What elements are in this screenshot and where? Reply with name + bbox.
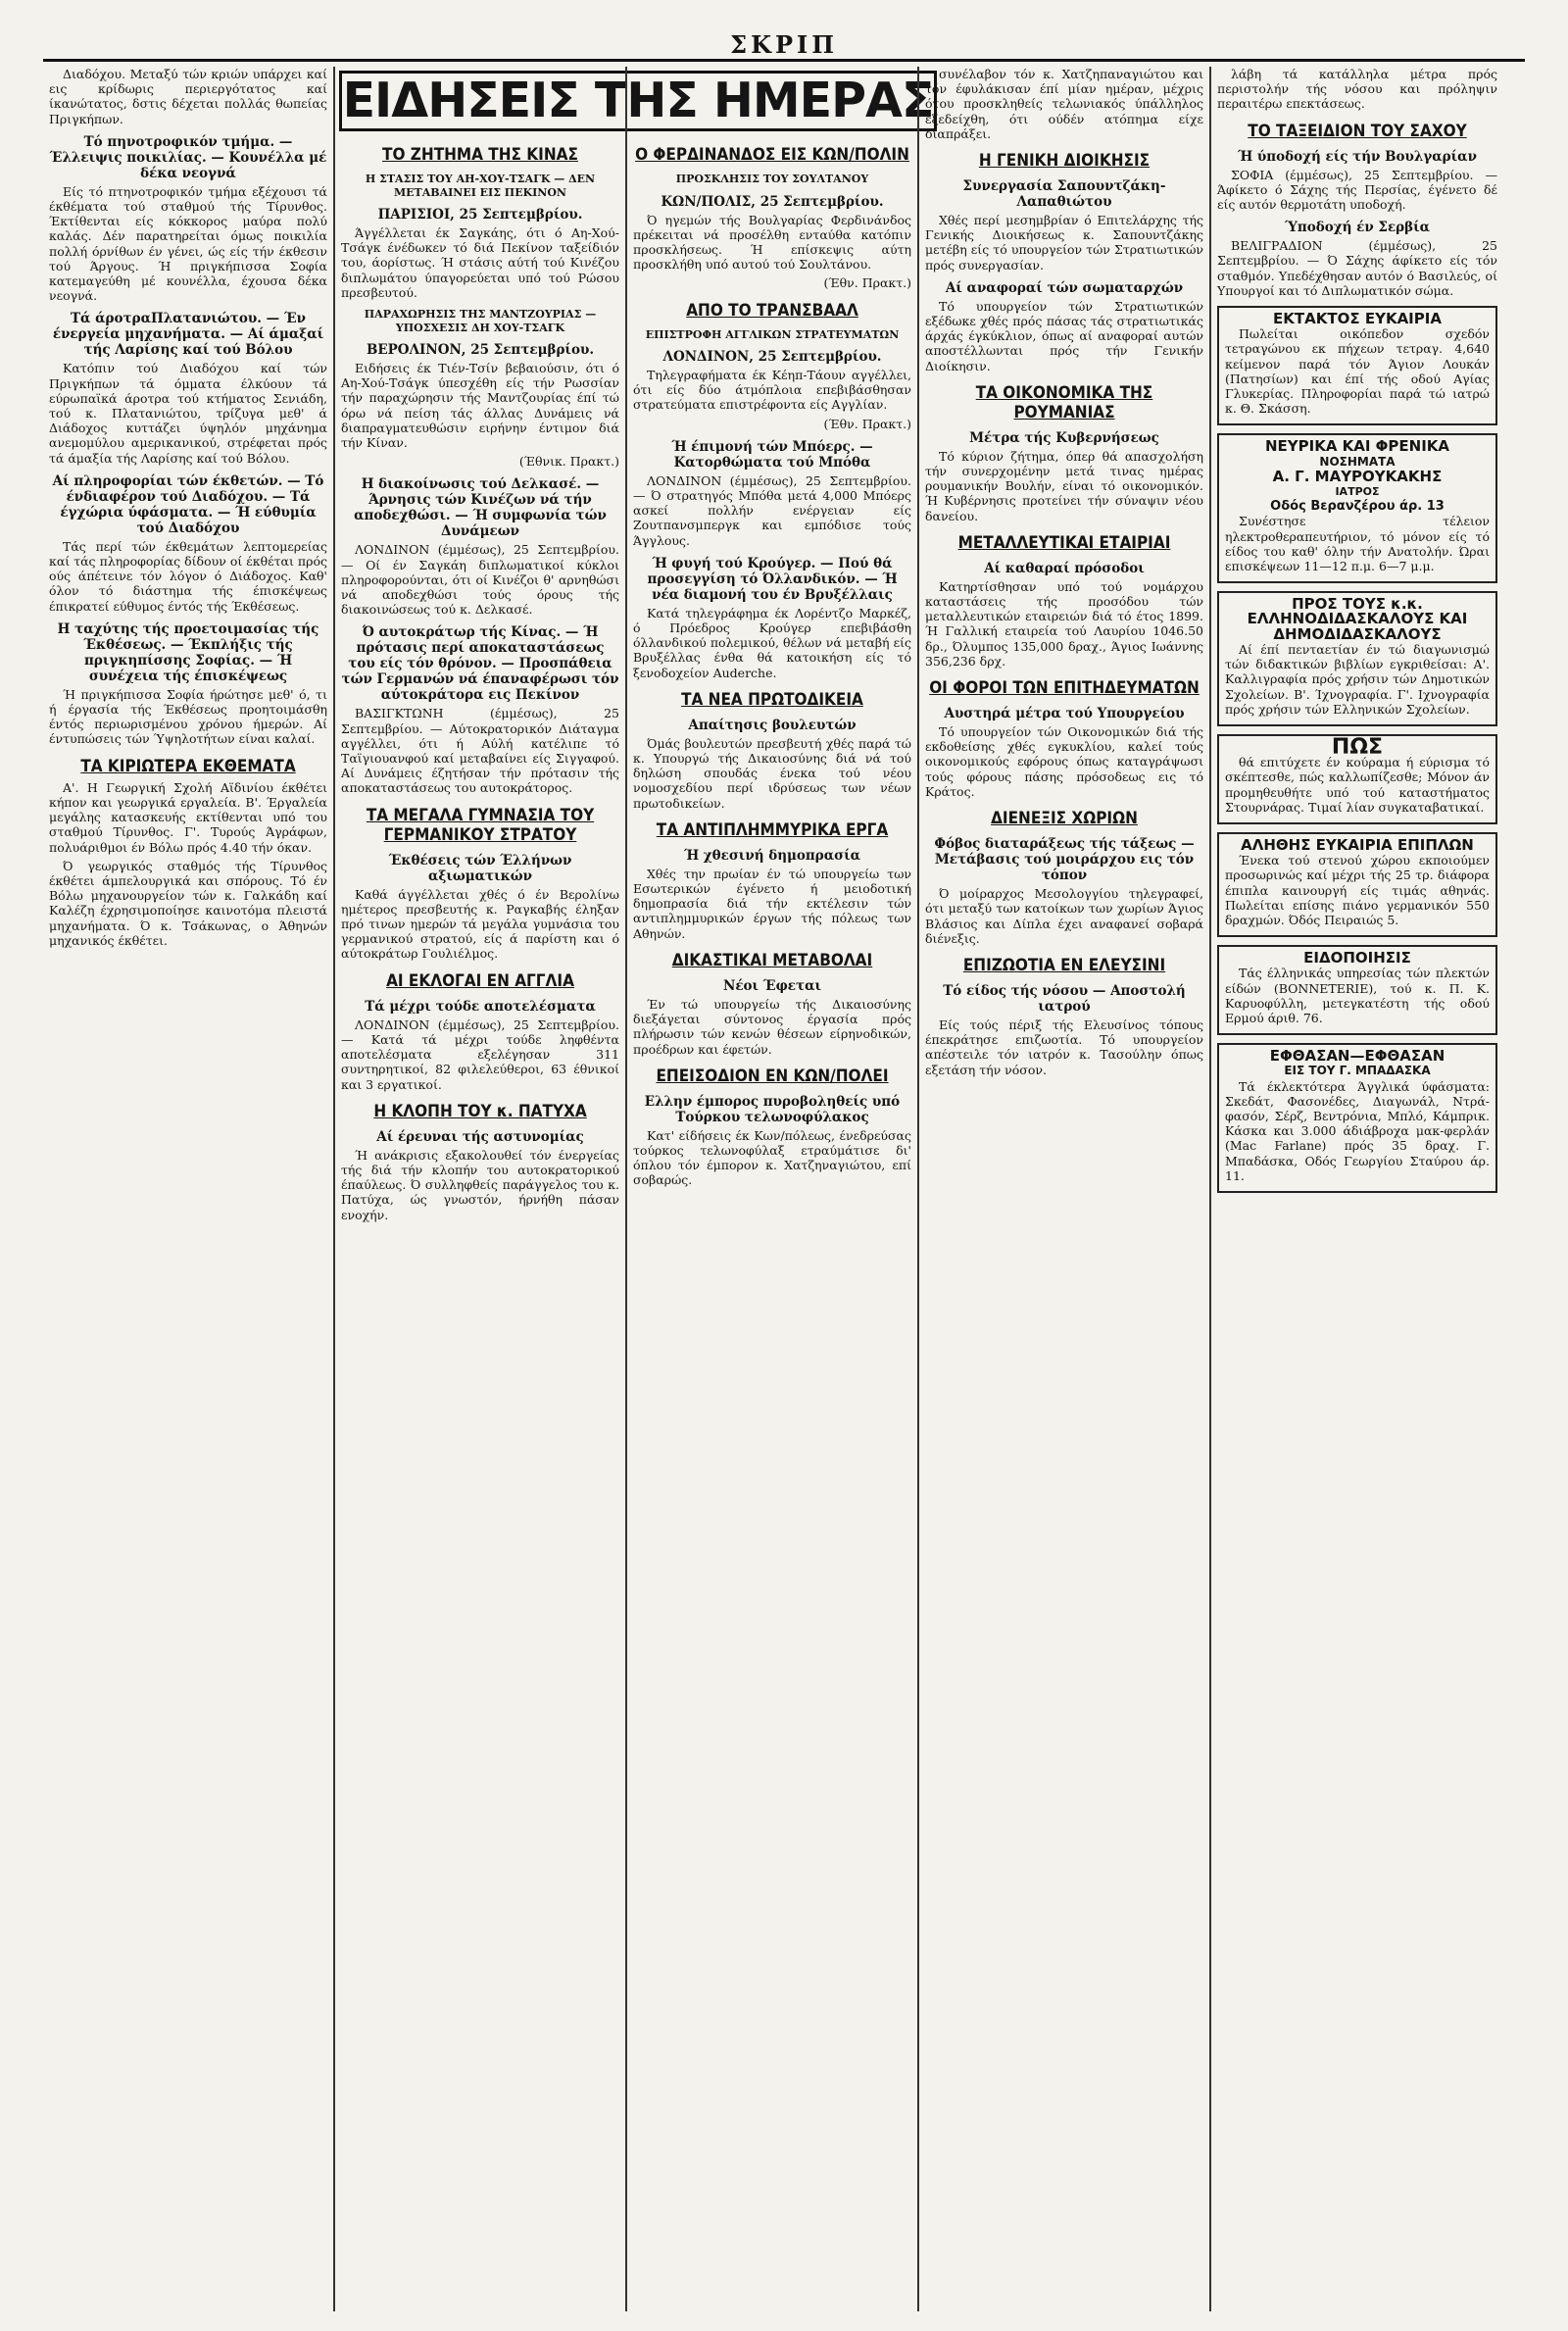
paragraph: ΣΟΦΙΑ (έμμέσως), 25 Σεπτεμβρίου. — Άφίκετο ό Σάχης τής Περσίας, έγένετο δέ είς αυτόν θερμοτάτη υποδοχή. [1217,167,1497,213]
dateline: ΠΑΡΙΣΙΟΙ, 25 Σεπτεμβρίου. [377,207,583,223]
source-note: (Έθνικ. Πρακτ.) [518,454,619,470]
paragraph: Τό υπουργείον τών Οικονομικών διά τής εκδοθείσης χθές εγκυκλίου, καλεί τούς οικονομικούς εφόρους όπως καταγράψωσι τούς φόρους πάσης πρόσοδεως εις τό Κράτος. [925,724,1203,799]
ad-title: ΠΡΟΣ ΤΟΥΣ κ.κ. ΕΛΛΗΝΟΔΙΔΑΣΚΑΛΟΥΣ ΚΑΙ ΔΗΜΟΔΙΔΑΣΚΑΛΟΥΣ [1247,595,1468,643]
paragraph: Έν τώ υπουργείω τής Δικαιοσύνης διεξάγεται σύντονος έργασία πρός πλήρωσιν τών κενών θέσεων είρηνοδικών, προέδρων και έφετών. [633,996,911,1057]
subheading: Μέτρα τής Κυβερνήσεως [969,429,1159,446]
section-heading: Ό αυτοκράτωρ τής Κίνας. — Ή πρότασις περί αποκαταστάσεως του είς τόν θρόνον. — Προσπάθεια τών Γερμανών νά έπαναφέρωσι τόν αύτοκράτορα εις Πεκίνον [341,624,619,704]
section-heading: Ή φυγή τού Κρούγερ. — Πού θά προσεγγίση τό Όλλανδικόν. — Ή νέα διαμονή του έν Βρυξέλλαις [647,555,898,603]
paragraph: Κατόπιν τού Διαδόχου καί τών Πριγκήπων τά όμματα έλκύουν τά εύρωπαϊκά άροτρα τού κτήματος Σενιάδη, τού κ. Πλατανιώτου, τρίζυγα μεθ' ά Διάδοχος κυττάζει ύψηλόν μηχάνημα ανεμομύλου αμερικανικού, στρέφεται πρός τά άμαξία τής Λαρίσης καί τού Βόλου. [49,361,327,466]
subheading: Απαίτησις βουλευτών [688,717,857,733]
dateline: ΚΩΝ/ΠΟΛΙΣ, 25 Σεπτεμβρίου. [661,193,884,210]
ad-box [1217,591,1497,726]
ad-title: ΕΚΤΑΚΤΟΣ ΕΥΚΑΙΡΙΑ [1273,310,1442,328]
ad-box [1217,734,1497,824]
section-heading: Ή έπιμονή τών Μπόερς. — Κατορθώματα τού Μπόθα [671,438,873,471]
subheading: ΕΠΙΣΤΡΟΦΗ ΑΓΓΛΙΚΩΝ ΣΤΡΑΤΕΥΜΑΤΩΝ [645,327,900,341]
ad-text: Τάς έλληνικάς υπηρεσίας τών πλεκτών είδών (BONNETERIE), τού κ. Π. Κ. Καρυοφύλλη, μετεγκατέστη τής οδού Ερμού άριθ. 76. [1225,966,1490,1025]
section-title: ΤΟ ΖΗΤΗΜΑ ΤΗΣ ΚΙΝΑΣ [382,145,578,165]
ad-title: ΝΕΥΡΙΚΑ ΚΑΙ ΦΡΕΝΙΚΑ [1264,437,1450,456]
subheading: Η ΣΤΑΣΙΣ ΤΟΥ ΑΗ-ΧΟΥ-ΤΣΑΓΚ — ΔΕΝ ΜΕΤΑΒΑΙΝΕΙ ΕΙΣ ΠΕΚΙΝΟΝ [365,173,596,199]
masthead [43,20,1525,62]
paragraph: Ό γεωργικός σταθμός τής Τίρυνθος έκθέτει άμπελουργικά και σπόρους. Τό έν Βόλω μηχανουργείον τών κ. Γαλκάδη καί Καλέζη έχρησιμοποίησε καινοτόμα πλειστά μηχανήματα. Ό κ. Τσάκωνας, ο Άθηνών μηχανικός έκθέτει. [49,858,327,948]
section-title: ΤΑ ΑΝΤΙΠΛΗΜΜΥΡΙΚΑ ΕΡΓΑ [656,819,889,840]
column-3 [627,67,919,2311]
paragraph: Χθές την πρωίαν έν τώ υπουργείω των Εσωτερικών έγένετο ή μειοδοτική δημοπρασία διά τήν εκτέλεσιν τών αντιπλημμυρικών έργων τής πόλεως των Αθηνών. [633,866,911,941]
section-title: ΕΠΙΖΩΟΤΙΑ ΕΝ ΕΛΕΥΣΙΝΙ [962,955,1166,975]
ad-text: Ένεκα τού στενού χώρου εκποιούμεν προσωρινώς καί μέχρι τής 25 τρ. διάφορα έπιπλα καινουργή είς τιμάς αθηνάς. Πωλείται επίσης πιάνο γερμανικόν 550 δραχμών. Όδός Πειραιώς 5. [1225,853,1490,927]
section-title: ΕΠΕΙΣΟΔΙΟΝ ΕΝ ΚΩΝ/ΠΟΛΕΙ [656,1066,889,1086]
subheading: Τό είδος τής νόσου — Αποστολή ιατρού [943,982,1186,1015]
paragraph: Τηλεγραφήματα έκ Κέηπ-Τάουν αγγέλλει, ότι είς δύο άτμόπλοια επεβιβάσθησαν στρατεύματα επιστρέφοντα είς Αγγλίαν. [633,368,911,413]
subheading: Ή ύποδοχή είς τήν Βουλγαρίαν [1238,148,1477,165]
ad-text: θά επιτύχετε έν κούραμα ή εύρισμα τό σκέπτεσθε, πώς καλλωπίζεσθε; Μόνον άν προμηθευθήτε υπό τού καταστήματος Στουρνάρας. Τιμαί λίαν συγκαταβατικαί. [1225,755,1490,815]
paragraph: Είς τό πτηνοτροφικόν τμήμα εξέχουσι τά έκθέματα τού σταθμού τής Τίρυνθος. Έκτίθενται είς κόκκορος μαύρα πολύ καλάς. Δέν παρατηρείται όμως ποικιλία πολλή όρνίθων έν γένει, ώς είς τήν έκθεσιν τού Άργους. Ή πριγκήπισσα Σοφία κατεμαγεύθη μέ κουνέλλα, έχουσα δέκα νεογνά. [49,183,327,304]
section-title: Η ΚΛΟΠΗ ΤΟΥ κ. ΠΑΤΥΧΑ [373,1101,587,1121]
ad-box [1217,306,1497,425]
masthead-name: ΣΚΡΙΠ [730,30,838,59]
lead-text: λάβη τά κατάλληλα μέτρα πρός περιστολήν τής νόσου και πρόληψιν περαιτέρω επεκτάσεως. [1217,67,1497,112]
section-heading: Η διακοίνωσις τού Δελκασέ. — Άρνησις τών Κινέζων νά τήν αποδεχθώσι. — Ή συμφωνία τών Δυνάμεων [354,476,607,540]
paragraph: Χθές περί μεσημβρίαν ό Επιτελάρχης τής Γενικής Διοικήσεως κ. Σαπουντζάκης μετέβη είς τό υπουργείον τών Στρατιωτικών πρός συνεργασίαν. [925,213,1203,273]
ad-box [1217,433,1497,583]
subheading: Ύποδοχή έν Σερβία [1284,220,1431,236]
ad-subtitle: ΕΙΣ ΤΟΥ Γ. ΜΠΑΔΑΣΚΑ [1284,1064,1431,1078]
paragraph: Κατ' είδήσεις έκ Κων/πόλεως, ένεδρεύσας τούρκος τελωνοφύλαξ ετραύμάτισε δι' όπλου τόν έμπορον κ. Χατζηναγιώτου, επί σοβαρώς. [633,1127,911,1188]
column-1 [43,67,335,2311]
paragraph: ΛΟΝΔΙΝΟΝ (έμμέσως), 25 Σεπτεμβρίου. — Κατά τά μέχρι τούδε ληφθέντα αποτελέσματα εξελέγησαν 311 συντηρητικοί, 82 φιλελεύθεροι, 63 έθνικοί και 3 εργατικοί. [341,1017,619,1092]
columns [43,67,1525,2311]
dateline: ΛΟΝΔΙΝΟΝ, 25 Σεπτεμβρίου. [662,349,882,366]
subheading: Έκθέσεις τών Έλλήνων αξιωματικών [388,852,572,884]
section-heading: Τό πηνοτροφικόν τμήμα. — Έλλειψις ποικιλίας. — Κουνέλλα μέ δέκα νεογνά [49,133,327,181]
paragraph: Ό μοίραρχος Μεσολογγίου τηλεγραφεί, ότι μεταξύ των κατοίκων των χωρίων Άγιος Βλάσιος και Δίπλα έχει αναφανεί σοβαρά διένεξις. [925,886,1203,946]
section-title: ΔΙΕΝΕΞΙΣ ΧΩΡΙΩΝ [991,809,1138,829]
lead-text: συνέλαβον τόν κ. Χατζηπαναγιώτου και τόν έφυλάκισαν έπί μίαν ημέραν, μέχρις ότου προσκληθείς τελωνιακός ύπάλληλος εξεδείχθη, ότι ούδέν ατόπημα είχε διαπράξει. [925,67,1203,141]
section-title: Η ΓΕΝΙΚΗ ΔΙΟΙΚΗΣΙΣ [978,151,1151,172]
section-heading: Η ταχύτης τής προετοιμασίας τής Έκθέσεως. — Έκπλήξις τής πριγκηπίσσης Σοφίας. — Ή συνέχεια τής έπισκέψεως [57,620,319,684]
paragraph: ΛΟΝΔΙΝΟΝ (έμμέσως), 25 Σεπτεμβρίου. — Οί έν Σαγκάη διπλωματικοί κύκλοι πληροφορούνται, ότι οί Κινέζοι θ' αρνηθώσι νά αποδεχθώσι τούς όρους τής διακοινώσεως τού κ. Δελκασέ. [341,542,619,618]
section-title: ΜΕΤΑΛΛΕΥΤΙΚΑΙ ΕΤΑΙΡΙΑΙ [957,532,1171,553]
subheading: Συνεργασία Σαπουντζάκη-Λαπαθιώτου [962,178,1166,211]
subheading: Φόβος διαταράξεως τής τάξεως — Μετάβασις τού μοιράρχου εις τόν τόπον [934,836,1195,884]
paragraph: Ειδήσεις έκ Τιέν-Τσίν βεβαιούσιν, ότι ό Αη-Χού-Τσάγκ ύπεσχέθη είς τήν Ρωσσίαν τήν παραχώρησιν τής Μαντζουρίας έπί τώ όρω νά πείση τάς άλλας Δυνάμεις νά διαπραγματευθώσιν ειρήνην έντιμον διά τήν Κίναν. [341,361,619,451]
subheading: Αί έρευναι τής αστυνομίας [376,1128,584,1145]
paragraph: ΒΕΛΙΓΡΑΔΙΟΝ (έμμέσως), 25 Σεπτεμβρίου. — Ό Σάχης άφίκετο είς τόν σταθμόν. Υπεδέχθησαν αυτόν ό Βασιλεύς, οί Υπουργοί και τό Διπλωματικόν σώμα. [1217,238,1497,298]
section-title: ΟΙ ΦΟΡΟΙ ΤΩΝ ΕΠΙΤΗΔΕΥΜΑΤΩΝ [929,678,1200,699]
section-title: ΤΑ ΝΕΑ ΠΡΩΤΟΔΙΚΕΙΑ [681,689,863,710]
ad-title: ΠΩΣ [1331,734,1384,760]
section-title: ΤΑ ΟΙΚΟΝΟΜΙΚΑ ΤΗΣ ΡΟΥΜΑΝΙΑΣ [975,382,1153,422]
ad-title: ΕΦΘΑΣΑΝ—ΕΦΘΑΣΑΝ [1269,1047,1446,1066]
ad-title: ΑΛΗΘΗΣ ΕΥΚΑΙΡΙΑ ΕΠΙΠΛΩΝ [1241,835,1474,854]
ad-text: Συνέστησε τέλειον ηλεκτροθεραπευτήριον, τό μόνον είς τό είδος του καθ' όλην τήν Ανατολήν. Ώραι επισκέψεων 11—12 π.μ. 6—7 μ.μ. [1225,514,1490,574]
dateline: ΒΕΡΟΛΙΝΟΝ, 25 Σεπτεμβρίου. [366,342,595,359]
paragraph: Ό ηγεμών τής Βουλγαρίας Φερδινάνδος πρέκειται νά προσέλθη ενταύθα κατόπιν προσκλήσεως. Ή επίσκεψις αύτη προσκλήθη υπό αυτού τού Σουλτάνου. [633,212,911,273]
subheading: Τά μέχρι τούδε αποτελέσματα [365,998,596,1015]
ad-subtitle: ΝΟΣΗΜΑΤΑ [1319,454,1396,469]
paragraph: Είς τούς πέριξ τής Ελευσίνος τόπους έπεκράτησε επιζωοτία. Τό υπουργείον απέστειλε τόν ιατρόν κ. Τασούλην όπως εξετάση τήν νόσον. [925,1017,1203,1077]
ad-role: ΙΑΤΡΟΣ [1335,485,1380,499]
section-title: ΑΙ ΕΚΛΟΓΑΙ ΕΝ ΑΓΓΛΙΑ [386,970,574,991]
source-note: (Έθν. Πρακτ.) [823,416,911,431]
subheading: ΠΡΟΣΚΛΗΣΙΣ ΤΟΥ ΣΟΥΛΤΑΝΟΥ [675,173,869,185]
column-2 [335,67,627,2311]
column-4 [919,67,1211,2311]
paragraph: Α'. Η Γεωργική Σχολή Αϊδινίου έκθέτει κήπον και γεωργικά εργαλεία. Β'. Έργαλεία μεγάλης κατασκευής εκτίθενται υπό του σταθμού Τίρυνθος. Γ'. Τυρούς Άγράφων, πολυάριθμοι έν Βόλω πρός 4.40 τήν όκαν. [49,779,327,855]
paragraph: Τό κύριον ζήτημα, όπερ θά απασχολήση τήν συνερχομένην μετά τινας ημέρας ρουμανικήν Βουλήν, είναι τό οικονομικόν. Ή Κυβέρνησις προτείνει τήν σύναψιν νέου δανείου. [925,448,1203,523]
subheading: Αί αναφοραί τών σωματαρχών [945,279,1184,296]
ad-text: Τά έκλεκτότερα Άγγλικά ύφάσματα: Σκεδάτ, Φασονέδες, Διαγωνάλ, Ντρά-φασόν, Σέρζ, Βεντρόνια, Μπλό, Κάμπρικ. Κάσκα και 3.000 άδιάβροχα μακ-φερλάν (Mac Farlane) πρός 35 δραχ. Γ. Μπαδάσκα, Οδός Γεωργίου Σταύρου άρ. 11. [1225,1078,1490,1183]
subheading: Αί καθαραί πρόσοδοι [984,560,1145,576]
ad-box [1217,945,1497,1035]
ad-text: Αί έπί πενταετίαν έν τώ διαγωνισμώ τών διδακτικών βιβλίων εγκριθείσαι: Α'. Καλλιγραφία πρός χρήσιν τών Δημοτικών Σχολείων. Β'. Ίχνογραφία. Γ'. Ιχνογραφία πρός χρήσιν τών Ελληνικών Σχολείων. [1225,641,1490,717]
paragraph: Άγγέλλεται έκ Σαγκάης, ότι ό Αη-Χού-Τσάγκ ένέδωκεν τό διά Πεκίνον ταξείδιόν του, άορίστως. Ή στάσις αύτή τού Κινέζου διπλωμάτου ύπαγορεύεται υπό τού Ρώσου πρεσβευτού. [341,225,619,300]
newspaper-page [43,20,1525,2313]
lead-text: Διαδόχου. Μεταξύ τών κριών υπάρχει καί εις κρίδωρις περιεργότατος καί ίκανώτατος, δστις δέχεται πολλάς θωπείας Πριγκήπων. [49,67,327,126]
ad-box [1217,1043,1497,1193]
source-note: (Έθν. Πρακτ.) [823,275,911,291]
section-title: ΤΑ ΜΕΓΑΛΑ ΓΥΜΝΑΣΙΑ ΤΟΥ ΓΕΡΜΑΝΙΚΟΥ ΣΤΡΑΤΟΥ [366,805,595,845]
section-title: Ο ΦΕΡΔΙΝΑΝΔΟΣ ΕΙΣ ΚΩΝ/ΠΟΛΙΝ [635,145,909,165]
section-title: ΑΠΟ ΤΟ ΤΡΑΝΣΒΑΑΛ [686,300,858,321]
paragraph: Καθά άγγέλλεται χθές ό έν Βερολίνω ημέτερος πρεσβευτής κ. Ραγκαβής έληξαν πρό τινων ημερών τά μεγάλα γυμνάσια του γερμανικού στρατού, είς ά παρίστη και ό αύτοκράτωρ Γουλιέλμος. [341,886,619,962]
paragraph: Κατηρτίσθησαν υπό τού νομάρχου καταστάσεις τής προσόδου τών μεταλλευτικών εταιρειών διά τό έτος 1899. Ή Γαλλική εταιρεία τού Λαυρίου 1046.50 δρ., Όλυμπος 135,000 δραχ., Άγιος Ιωάννης 356,236 δρχ. [925,578,1203,669]
column-5 [1211,67,1503,2311]
subheading: Ή χθεσινή δημοπρασία [683,847,861,864]
section-title: ΤΑ ΚΙΡΙΩΤΕΡΑ ΕΚΘΕΜΑΤΑ [80,756,296,776]
section-heading: Αί πληροφορίαι τών έκθετών. — Τό ένδιαφέρον τού Διαδόχου. — Τά έγχώρια ύφάσματα. — Ή εύθυμία τού Διαδόχου [52,472,324,536]
paragraph: Κατά τηλεγράφημα έκ Λορέντζο Μαρκέζ, ό Πρόεδρος Κρούγερ επεβιβάσθη όλλανδικού πολεμικού, θέλων νά μεταβή είς Βρυξέλλας ένθα θά κατοικήση είς τό ξενοδοχείον Auderche. [633,605,911,680]
paragraph: ΒΑΣΙΓΚΤΩΝΗ (έμμέσως), 25 Σεπτεμβρίου. — Αύτοκρατορικόν Διάταγμα αγγέλλει, ότι ή Αύλή κατέλιπε τό Ταϊγιουανφού καί μεταβαίνει είς Σιγγαφού. Αί Δυνάμεις έζητήσαν τήν πρότασιν τής αποκαταστάσεως του αυτοκράτορος. [341,706,619,796]
paragraph: Τάς περί τών έκθεμάτων λεπτομερείας καί τάς πληροφορίας δίδουν οί έκθέται πρός ούς άπέτεινε τόν λόγον ό Διάδοχος. Καθ' όλον τό διάστημα τής έπισκέψεως έπικρατεί εύθυμος έντός τής Έκθέσεως. [49,538,327,614]
paragraph: Ή ανάκρισις εξακολουθεί τόν ένεργείας τής διά τήν κλοπήν του αυτοκρατορικού έπαύλεως. Ό συλληφθείς παράγγελος του κ. Πατύχα, ώς γνωστόν, ήρνήθη πάσαν ενοχήν. [341,1147,619,1222]
paragraph: Τό υπουργείον τών Στρατιωτικών εξέδωκε χθές πρός πάσας τάς στρατιωτικάς άρχάς έγκύκλιον, όπως αί αναφοραί αυτών αποστέλλωνται πρός τήν Γενικήν Διοίκησιν. [925,298,1203,373]
ad-text: Πωλείται οικόπεδον σχεδόν τετραγώνου εκ πήχεων τετραγ. 4,640 κείμενον παρά τόν Άγιον Λουκάν (Πατησίων) και έπί τής οδού Αγίας Γλυκερίας. Πληροφορίαι παρά τώ ιατρώ κ. Θ. Σκάσση. [1225,326,1490,417]
ad-address: Οδός Βερανζέρου άρ. 13 [1270,499,1445,515]
section-title: ΤΟ ΤΑΞΕΙΔΙΟΝ ΤΟΥ ΣΑΧΟΥ [1248,121,1467,141]
subheading: ΠΑΡΑΧΩΡΗΣΙΣ ΤΗΣ ΜΑΝΤΖΟΥΡΙΑΣ — ΥΠΟΣΧΕΣΙΣ ΔΗ ΧΟΥ-ΤΣΑΓΚ [364,308,597,334]
subheading: Νέοι Έφεται [723,977,821,994]
section-heading: Τά άροτραΠλατανιώτου. — Έν ένεργεία μηχανήματα. — Αί άμαξαί τής Λαρίσης καί τού Βόλου [52,311,324,359]
paragraph: Όμάς βουλευτών πρεσβευτή χθές παρά τώ κ. Υπουργώ τής Δικαιοσύνης διά νά τού δηλώση σπουδάς ένεκα τού νέου νομοσχεδίου περί ιδρύσεως των νέων πρωτοδικείων. [633,735,911,811]
ad-name: Α. Γ. ΜΑΥΡΟΥΚΑΚΗΣ [1272,467,1443,485]
paragraph: Ή πριγκήπισσα Σοφία ήρώτησε μεθ' ό, τι ή έργασία τής Έκθέσεως προητοιμάσθη έντός περιωρισμένου χρόνου ήμερών. Αί έντυπώσεις τών Ύψηλοτήτων είναι καλαί. [49,686,327,747]
paragraph: ΛΟΝΔΙΝΟΝ (έμμέσως), 25 Σεπτεμβρίου. — Ό στρατηγός Μπόθα μετά 4,000 Μπόερς ασκεί πολλήν ενέργειαν είς Ζουτπανσμπεργκ και εμπόδισε τούς Άγγλους. [633,472,911,548]
ad-title: ΕΙΔΟΠΟΙΗΣΙΣ [1303,949,1411,967]
ad-box [1217,832,1497,937]
headline-banner: ΕΙΔΗΣΕΙΣ ΤΗΣ ΗΜΕΡΑΣ [339,71,937,131]
subheading: Αυστηρά μέτρα τού Υπουργείου [944,706,1185,722]
section-title: ΔΙΚΑΣΤΙΚΑΙ ΜΕΤΑΒΟΛΑΙ [671,950,873,970]
subheading: Ελλην έμπορος πυροβοληθείς υπό Τούρκου τελωνοφύλακος [644,1093,901,1125]
